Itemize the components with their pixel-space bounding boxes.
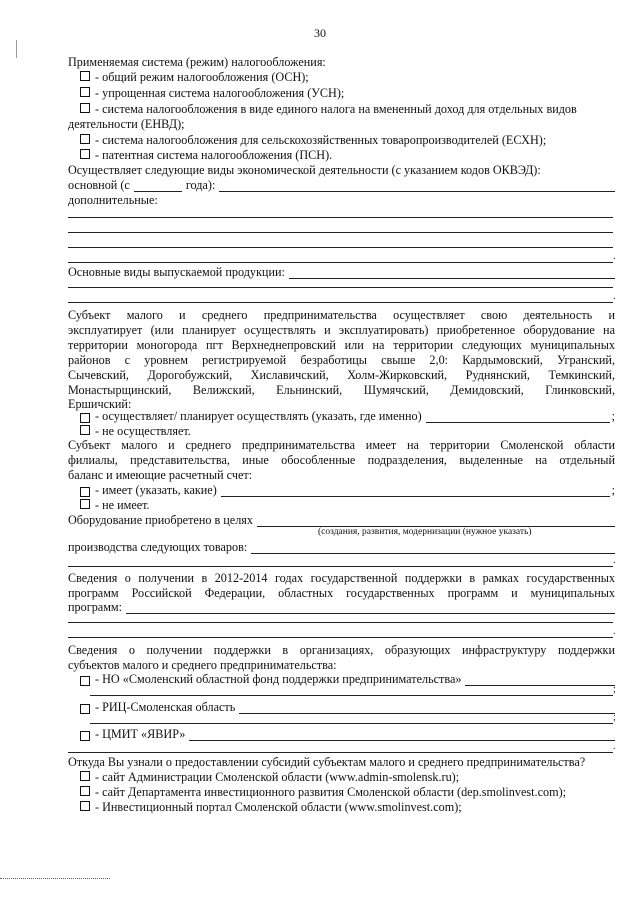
products-label: Основные виды выпускаемой продукции:	[68, 265, 285, 279]
monotown-option-no[interactable]: - не осуществляет.	[80, 424, 615, 438]
tax-envd-continuation: деятельности (ЕНВД);	[68, 117, 185, 131]
org-field[interactable]	[465, 674, 615, 686]
tax-option-usn[interactable]: - упрощенная система налогообложения (УСН);	[80, 86, 615, 100]
products-field[interactable]	[289, 267, 615, 279]
checkbox[interactable]	[80, 103, 90, 113]
goods-row	[68, 540, 615, 554]
checkbox[interactable]	[80, 134, 90, 144]
line-end-period: .	[613, 555, 616, 566]
activity-main-prefix: основной (с	[68, 178, 130, 192]
location-field[interactable]	[426, 411, 610, 423]
infra-text-line: субъектов малого и среднего предпринимательства:	[68, 658, 337, 672]
goods-label: производства следующих товаров:	[68, 540, 248, 554]
source-option-portal[interactable]: - Инвестиционный портал Смоленской области (www.smolinvest.com);	[80, 800, 615, 814]
line-end-period: .	[613, 291, 616, 302]
margin-mark	[16, 40, 17, 58]
infra-org-ric[interactable]: - РИЦ-Смоленская область	[80, 700, 615, 714]
branches-option-no[interactable]: - не имеет.	[80, 498, 615, 512]
activity-additional-label: дополнительные:	[68, 193, 158, 207]
tax-heading: Применяемая система (режим) налогообложения:	[68, 55, 326, 69]
goods-line[interactable]	[68, 566, 613, 567]
org-field[interactable]	[239, 702, 615, 714]
additional-activity-line[interactable]	[68, 247, 613, 248]
monotown-option-yes[interactable]: - осуществляет/ планирует осуществлять (указать, где именно) ;	[80, 409, 615, 423]
monotown-text-last: Ершичский:	[68, 397, 132, 411]
branches-text-last: баланс и имеющие расчетный счет:	[68, 468, 253, 482]
monotown-text-line: эксплуатирует (или планирует осуществлять и эксплуатировать) приобретенное оборудование на	[68, 323, 615, 337]
year-field[interactable]	[134, 180, 182, 192]
equipment-caption: (создания, развития, модернизации (нужное указать)	[318, 527, 532, 537]
infra-org-fund[interactable]: - НО «Смоленский областной фонд поддержки предпринимательства»	[80, 672, 615, 686]
monotown-text-line: Субъект малого и среднего предпринимательства осуществляет свою деятельность и	[68, 308, 615, 322]
checkbox[interactable]	[80, 149, 90, 159]
activity-heading: Осуществляет следующие виды экономической деятельности (с указанием кодов ОКВЭД):	[68, 163, 541, 177]
additional-activity-line[interactable]	[68, 232, 613, 233]
support-row	[68, 600, 615, 614]
checkbox[interactable]	[80, 499, 90, 509]
checkbox[interactable]	[80, 413, 90, 423]
equipment-purpose-field[interactable]	[257, 515, 615, 527]
goods-field[interactable]	[251, 542, 615, 554]
monotown-text-line: Монастырщинский, Велижский, Ельнинский, Шумячский, Демидовский, Глинковский,	[68, 383, 615, 397]
branches-text-line: филиалы, представительства, иные обособленные подразделения, выделенные на отдельный	[68, 453, 615, 467]
checkbox[interactable]	[80, 87, 90, 97]
monotown-text-line: Сычевский, Дорогобужский, Хиславичский, Холм-Жирковский, Руднянский, Темкинский,	[68, 368, 615, 382]
products-row	[68, 265, 615, 279]
tax-option-eshn[interactable]: - система налогообложения для сельскохозяйственных товаропроизводителей (ЕСХН);	[80, 133, 615, 147]
infra-org-cmit[interactable]: - ЦМИТ «ЯВИР»	[80, 727, 615, 741]
source-option-dep[interactable]: - сайт Департамента инвестиционного развития Смоленской области (dep.smolinvest.com);	[80, 785, 615, 799]
support-label: программ:	[68, 600, 123, 614]
equipment-label: Оборудование приобретено в целях	[68, 513, 254, 527]
checkbox[interactable]	[80, 704, 90, 714]
additional-activity-line[interactable]	[68, 262, 613, 263]
checkbox[interactable]	[80, 487, 90, 497]
semicolon: ;	[613, 684, 616, 695]
support-text-line: Сведения о получении в 2012-2014 годах государственной поддержки в рамках государственных	[68, 571, 615, 585]
checkbox[interactable]	[80, 676, 90, 686]
source-option-admin[interactable]: - сайт Администрации Смоленской области (www.admin-smolensk.ru);	[80, 770, 615, 784]
activity-main-suffix: года):	[185, 178, 216, 192]
additional-activity-line[interactable]	[68, 217, 613, 218]
branches-text-line: Субъект малого и среднего предпринимательства имеет на территории Смоленской области	[68, 438, 615, 452]
tax-option-osn[interactable]: - общий режим налогообложения (ОСН);	[80, 70, 615, 84]
monotown-text-line: территории моногорода пгт Верхнеднепровский или на территории следующих муниципальных	[68, 338, 615, 352]
support-line[interactable]	[68, 622, 613, 623]
semicolon: ;	[613, 712, 616, 723]
checkbox[interactable]	[80, 71, 90, 81]
checkbox[interactable]	[80, 771, 90, 781]
products-line[interactable]	[68, 287, 613, 288]
branches-field[interactable]	[221, 485, 610, 497]
branches-option-yes[interactable]: - имеет (указать, какие) ;	[80, 483, 615, 497]
org-line[interactable]	[90, 695, 613, 696]
infra-text-line: Сведения о получении поддержки в организациях, образующих инфраструктуру поддержки	[68, 643, 615, 657]
main-activity-field[interactable]	[219, 180, 615, 192]
tax-option-psn[interactable]: - патентная система налогообложения (ПСН).	[80, 148, 615, 162]
checkbox[interactable]	[80, 786, 90, 796]
support-line[interactable]	[68, 637, 613, 638]
support-field[interactable]	[126, 602, 615, 614]
org-field[interactable]	[189, 729, 615, 741]
support-text-line: программ Российской Федерации, областных государственных программ и муниципальных	[68, 586, 615, 600]
activity-main-row	[68, 178, 615, 192]
semicolon: ;	[611, 409, 615, 423]
equipment-row	[68, 513, 615, 527]
products-line[interactable]	[68, 302, 613, 303]
semicolon: ;	[611, 483, 615, 497]
page-number: 30	[314, 26, 326, 40]
line-end-period: .	[613, 251, 616, 262]
org-line[interactable]	[90, 723, 613, 724]
source-heading: Откуда Вы узнали о предоставлении субсидий субъектам малого и среднего предпринимательства?	[68, 755, 586, 769]
monotown-text-line: районов с уровнем регистрируемой безработицы свыше 2,0: Кардымовский, Угранский,	[68, 353, 615, 367]
checkbox[interactable]	[80, 425, 90, 435]
line-end-period: .	[613, 626, 616, 637]
line-end-period: .	[613, 741, 616, 752]
tax-option-envd[interactable]: - система налогообложения в виде единого налога на вмененный доход для отдельных видов	[80, 102, 615, 116]
checkbox[interactable]	[80, 731, 90, 741]
org-line[interactable]	[68, 752, 613, 753]
checkbox[interactable]	[80, 801, 90, 811]
footer-divider	[0, 878, 110, 879]
